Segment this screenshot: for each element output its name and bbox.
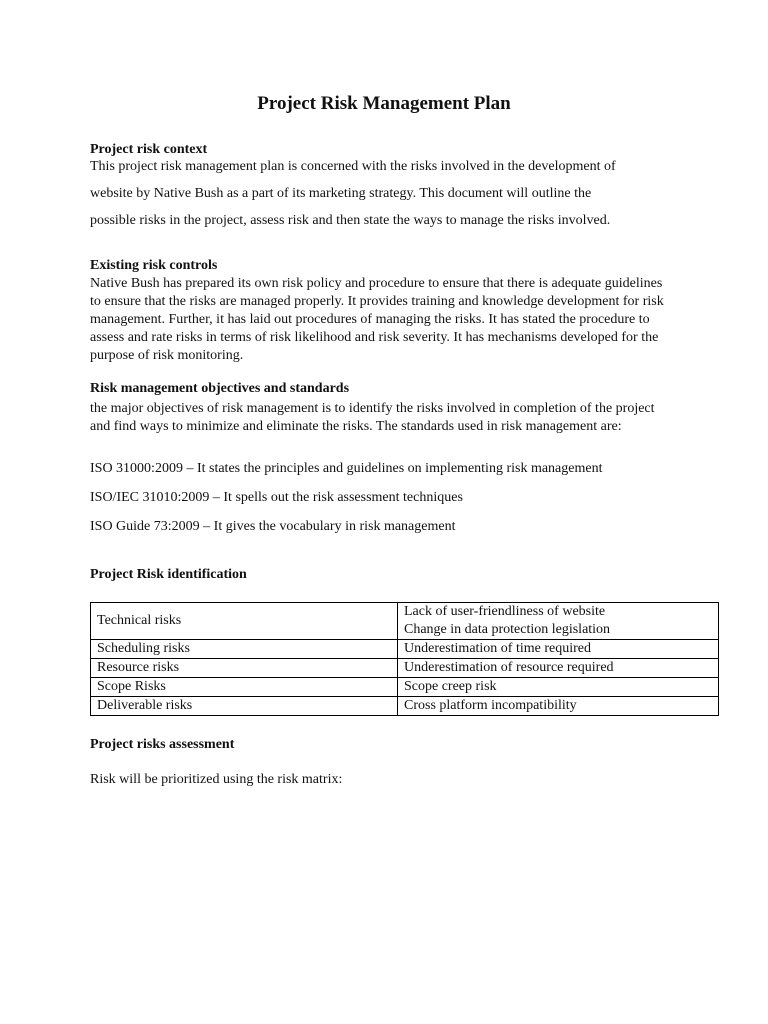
risk-description-cell bbox=[398, 603, 719, 640]
risk-category-cell: Scheduling risks bbox=[91, 640, 398, 659]
table-row bbox=[91, 603, 719, 640]
standard-item: ISO 31000:2009 – It states the principles and guidelines on implementing risk management bbox=[90, 461, 603, 476]
standard-item: ISO Guide 73:2009 – It gives the vocabulary in risk management bbox=[90, 519, 456, 534]
risk-description-cell: Underestimation of resource required bbox=[398, 659, 719, 678]
table-row bbox=[91, 640, 719, 659]
controls-paragraph: Native Bush has prepared its own risk policy and procedure to ensure that there is adequate guidelines to ensure that the risks are managed properly. It provides training and knowledge development for risk management. Further, it has laid out procedures of managing the risks. It has stated the procedure to assess and rate risks in terms of risk likelihood and risk severity. It has mechanisms developed for the purpose of risk monitoring. bbox=[90, 276, 664, 363]
section-heading-objectives: Risk management objectives and standards bbox=[90, 381, 350, 396]
section-heading-identification: Project Risk identification bbox=[90, 567, 247, 582]
risk-description: Change in data protection legislation bbox=[404, 622, 611, 637]
context-line: possible risks in the project, assess risk and then state the ways to manage the risks involved. bbox=[90, 213, 611, 228]
risk-category-cell: Scope Risks bbox=[91, 678, 398, 697]
table-row bbox=[91, 697, 719, 716]
objectives-paragraph: the major objectives of risk management is to identify the risks involved in completion of the project and find ways to minimize and eliminate the risks. The standards used in risk management are: bbox=[90, 401, 655, 434]
risk-category-cell: Technical risks bbox=[91, 603, 398, 640]
risk-description: Lack of user-friendliness of website bbox=[404, 604, 606, 619]
section-heading-context: Project risk context bbox=[90, 142, 208, 157]
risk-category-cell: Deliverable risks bbox=[91, 697, 398, 716]
risk-description-cell: Cross platform incompatibility bbox=[398, 697, 719, 716]
page-title: Project Risk Management Plan bbox=[257, 93, 511, 114]
section-heading-controls: Existing risk controls bbox=[90, 258, 218, 273]
standard-item: ISO/IEC 31010:2009 – It spells out the risk assessment techniques bbox=[90, 490, 463, 505]
table-row bbox=[91, 659, 719, 678]
context-line: website by Native Bush as a part of its marketing strategy. This document will outline the bbox=[90, 186, 592, 201]
section-heading-assessment: Project risks assessment bbox=[90, 737, 235, 752]
context-line: This project risk management plan is concerned with the risks involved in the development of bbox=[90, 159, 616, 174]
risk-description-cell: Scope creep risk bbox=[398, 678, 719, 697]
assessment-paragraph: Risk will be prioritized using the risk matrix: bbox=[90, 772, 343, 787]
table-row bbox=[91, 678, 719, 697]
risk-identification-table bbox=[90, 602, 719, 716]
risk-category-cell: Resource risks bbox=[91, 659, 398, 678]
risk-description-cell: Underestimation of time required bbox=[398, 640, 719, 659]
